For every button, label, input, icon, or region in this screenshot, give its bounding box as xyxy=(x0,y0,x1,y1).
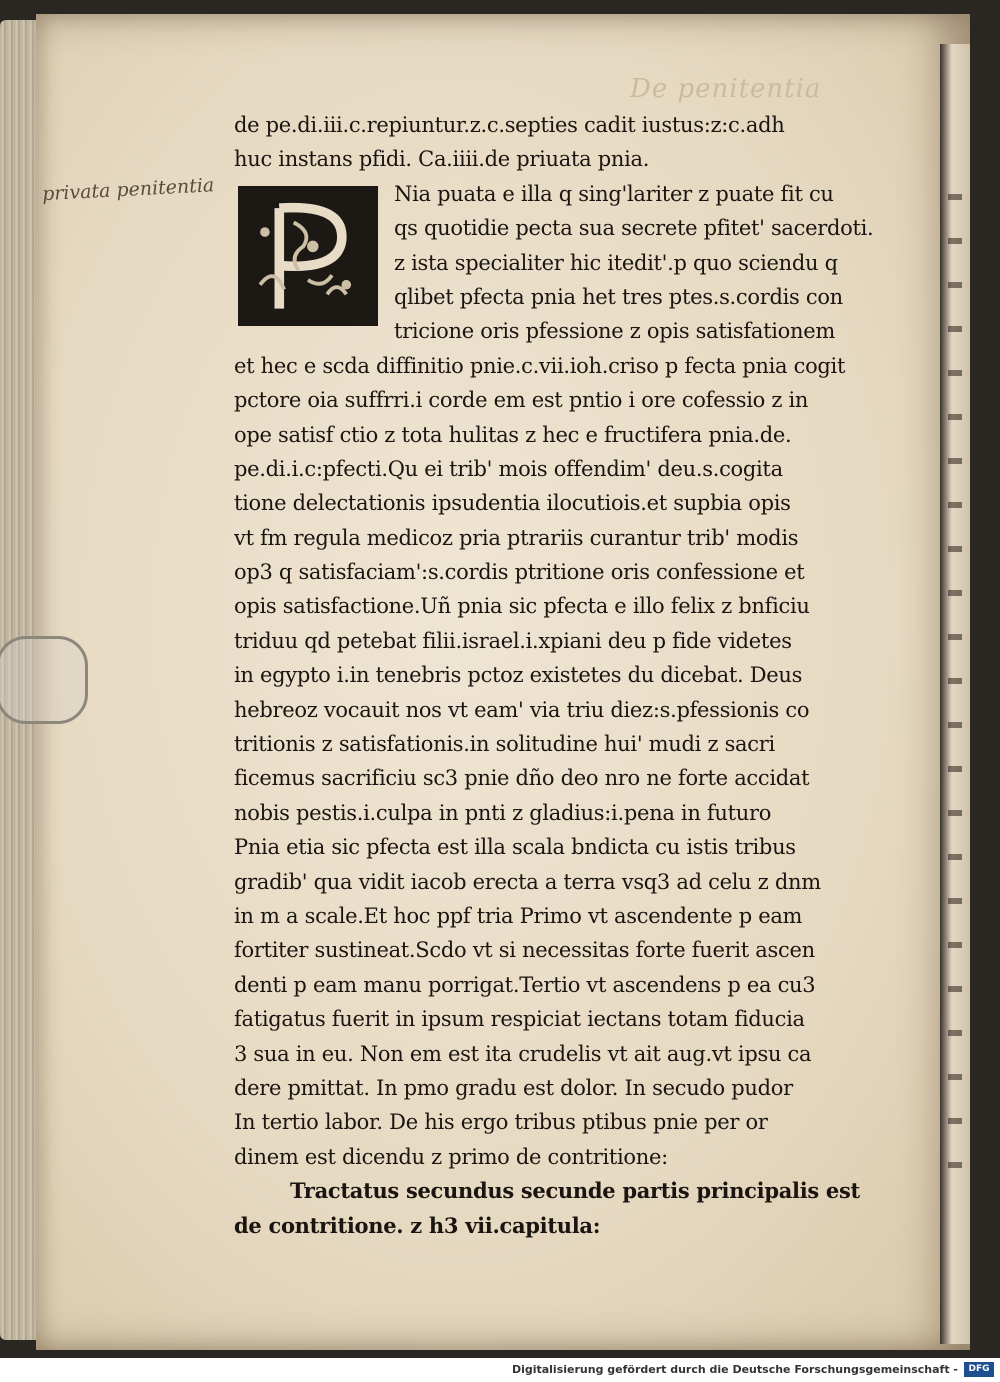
text-line: tione delectationis ipsudentia ilocutiois.et supbia opis xyxy=(234,491,791,516)
text-line: in egypto i.in tenebris pctoz existetes du dicebat. Deus xyxy=(234,663,803,688)
text-line: qs quotidie pecta sua secrete pfitet' sacerdoti. xyxy=(394,216,874,241)
text-line: tritionis z satisfationis.in solitudine hui' mudi z sacri xyxy=(234,732,775,757)
text-line: denti p eam manu porrigat.Tertio vt ascendens p ea cu3 xyxy=(234,972,816,997)
footer-bar xyxy=(0,1358,1000,1382)
text-line: de pe.di.iii.c.repiuntur.z.c.septies cadit iustus:z:c.adh xyxy=(234,113,785,137)
text-line: pe.di.i.c:pfecti.Qu ei trib' mois offendim' deu.s.cogita xyxy=(234,456,783,481)
text-line: fortiter sustineat.Scdo vt si necessitas forte fuerit ascen xyxy=(234,938,815,963)
text-line: dere pmittat. In pmo gradu est dolor. In secudo pudor xyxy=(234,1075,793,1100)
facing-page-edge xyxy=(940,44,970,1344)
text-line: op3 q satisfaciam':s.cordis ptritione oris confessione et xyxy=(234,560,805,585)
text-line: huc instans pfidi. Ca.iiii.de priuata pnia. xyxy=(234,147,650,172)
text-line: ope satisf ctio z tota hulitas z hec e fructifera pnia.de. xyxy=(234,422,792,447)
text-line: dinem est dicendu z primo de contritione: xyxy=(234,1144,668,1169)
text-line: Pnia etia sic pfecta est illa scala bndicta cu istis tribus xyxy=(234,835,796,860)
text-line: 3 sua in eu. Non em est ita crudelis vt ait aug.vt ipsu ca xyxy=(234,1041,812,1066)
text-line: gradib' qua vidit iacob erecta a terra vsq3 ad celu z dnm xyxy=(234,869,821,894)
text-line: pctore oia suffrri.i corde em est pntio i ore cofessio z in xyxy=(234,388,809,413)
main-text xyxy=(234,108,884,1243)
text-line: nobis pestis.i.culpa in pnti z gladius:i.pena in futuro xyxy=(234,800,772,825)
dfg-logo: DFG xyxy=(964,1362,994,1377)
page-marker-tab xyxy=(0,636,88,724)
text-line: vt fm regula medicoz pria ptrariis curantur trib' modis xyxy=(234,525,799,550)
text-line: triduu qd petebat filii.israel.i.xpiani deu p fide videtes xyxy=(234,628,792,653)
text-line: qlibet pfecta pnia het tres ptes.s.cordis con xyxy=(394,284,843,309)
text-line: tricione oris pfessione z opis satisfationem xyxy=(394,319,835,344)
facing-page-text-shadow xyxy=(948,174,962,1174)
section-heading: de contritione. z h3 vii.capitula: xyxy=(234,1212,601,1238)
text-line: Nia puata e illa q sing'lariter z puate fit cu xyxy=(394,181,834,206)
running-head: De penitentia xyxy=(630,74,822,104)
text-line: et hec e scda diffinitio pnie.c.vii.ioh.criso p fecta pnia cogit xyxy=(234,353,846,378)
text-line: in m a scale.Et hoc ppf tria Primo vt ascendente p eam xyxy=(234,903,803,928)
text-line: hebreoz vocauit nos vt eam' via triu diez:s.pfessionis co xyxy=(234,697,810,722)
text-line: In tertio labor. De his ergo tribus ptibus pnie per or xyxy=(234,1110,768,1135)
section-heading: Tractatus secundus secunde partis principalis est xyxy=(290,1178,860,1204)
text-line: opis satisfactione.Uñ pnia sic pfecta e illo felix z bnficiu xyxy=(234,594,810,619)
text-line: fatigatus fuerit in ipsum respiciat iectans totam fiducia xyxy=(234,1007,805,1032)
text-line: z ista specialiter hic itedit'.p quo sciendu q xyxy=(394,250,838,275)
text-line: ficemus sacrificiu sc3 pnie dño deo nro ne forte accidat xyxy=(234,766,810,791)
margin-note: privata penitentia xyxy=(41,174,215,206)
funding-credit: Digitalisierung gefördert durch die Deutsche Forschungsgemeinschaft - xyxy=(511,1363,958,1376)
